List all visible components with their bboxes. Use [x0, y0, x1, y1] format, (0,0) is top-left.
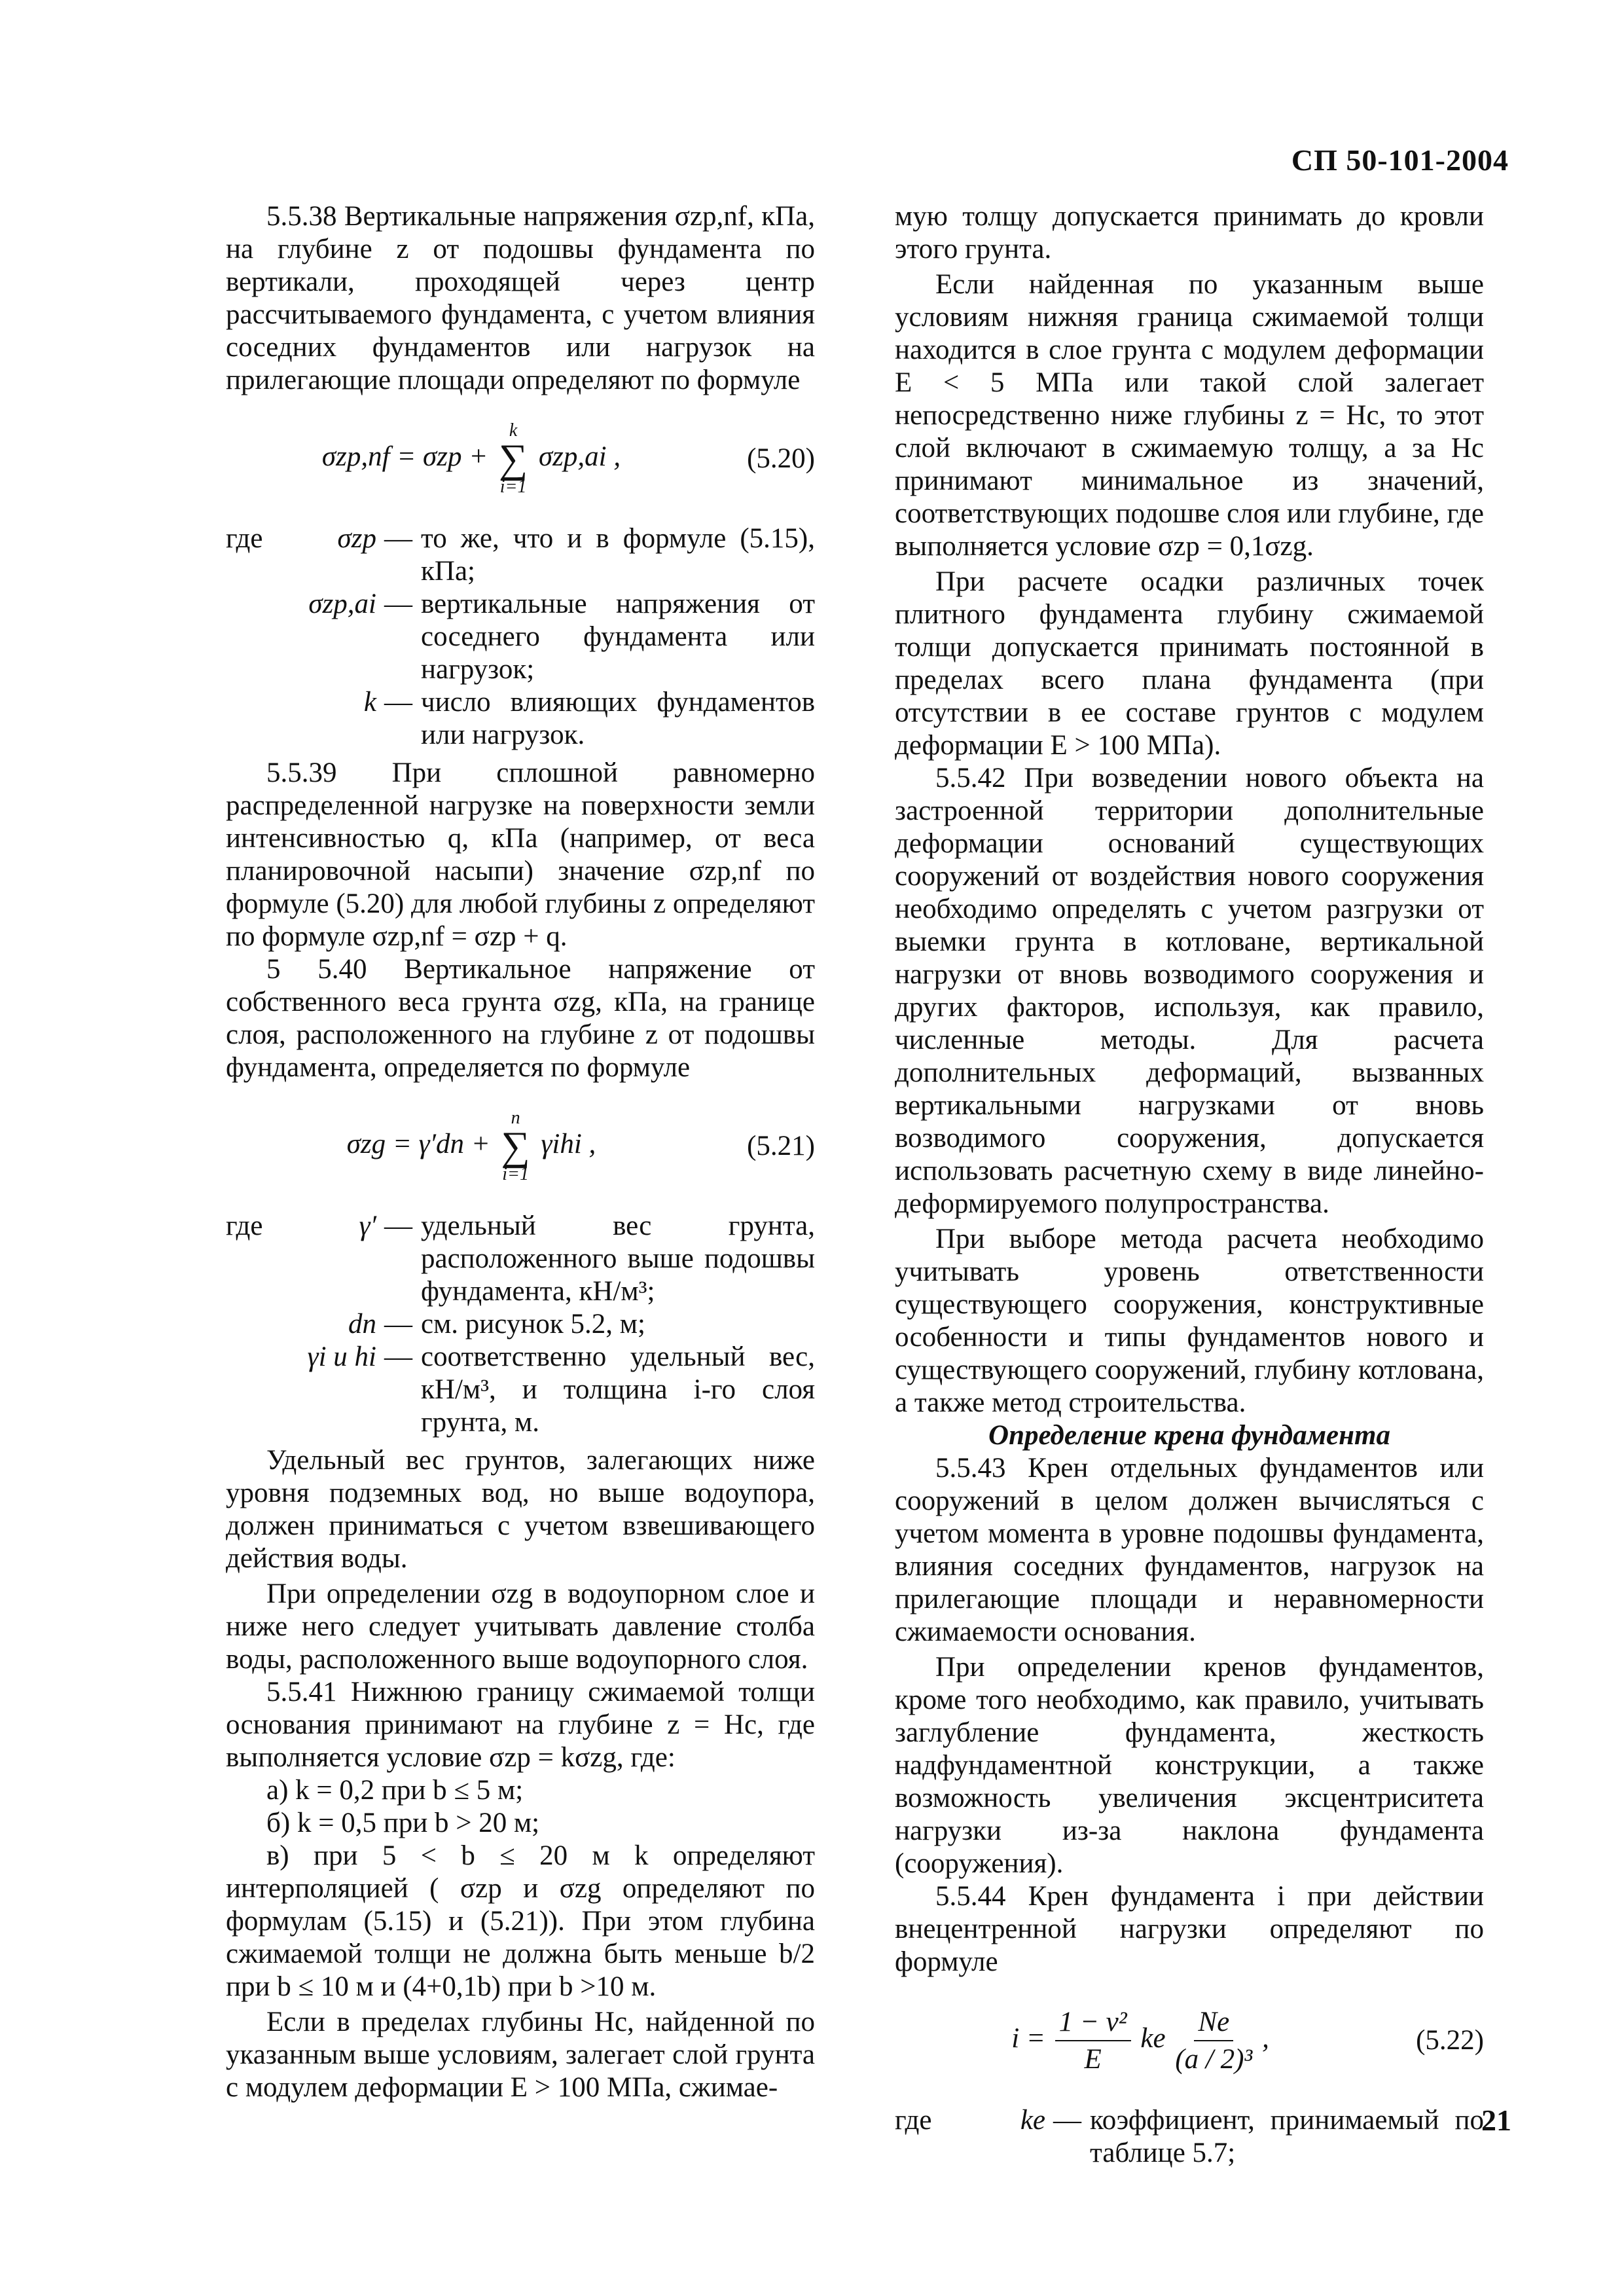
where-row: где ke — коэффициент, принимаемый по таблице 5.7;	[895, 2105, 1484, 2168]
fraction-numerator: Ne	[1194, 2007, 1233, 2041]
list-item: б) k = 0,5 при b > 20 м;	[266, 1808, 540, 1838]
list-item: а) k = 0,2 при b ≤ 5 м;	[266, 1775, 524, 1806]
where-list-5-22	[895, 2104, 1484, 2170]
formula-5-22-coefficient: ke	[1140, 2022, 1166, 2054]
where-row: σzp,ai — вертикальные напряжения от соседнего фундамента или нагрузок;	[308, 589, 815, 685]
where-list-5-21	[226, 1210, 815, 1439]
page-number: 21	[1481, 2104, 1511, 2137]
paragraph-unit-weight: Удельный вес грунтов, залегающих ниже уровня подземных вод, но выше водоупора, должен приниматься с учетом взвешивающего действия воды.	[226, 1445, 815, 1574]
formula-5-21	[226, 1097, 815, 1195]
where-row: k — число влияющих фундаментов или нагрузок.	[363, 687, 815, 750]
fraction-denominator: E	[1084, 2044, 1102, 2075]
where-row: где σzp — то же, что и в формуле (5.15), кПа;	[226, 523, 815, 587]
where-list-5-20	[226, 522, 815, 752]
paragraph-5-5-44: 5.5.44 Крен фундамента i при действии внецентренной нагрузки определяют по формуле	[895, 1881, 1484, 1977]
formula-5-22	[895, 1992, 1484, 2090]
formula-5-22-body	[895, 2007, 1386, 2075]
formula-5-20	[226, 410, 815, 508]
list-item: в) при 5 < b ≤ 20 м k определяют интерполяцией ( σzp и σzg определяют по формулам (5.15) и (5.21)). При этом глубина сжимаемой толщи не должна быть меньше b/2 при b ≤ 10 м и (4+0,1b) при b >10 м.	[226, 1840, 815, 2002]
formula-number: (5.20)	[747, 443, 815, 474]
sum-lower-limit: i=1	[502, 1164, 529, 1184]
paragraph-5-5-41: 5.5.41 Нижнюю границу сжимаемой толщи основания принимают на глубине z = Hc, где выполняется условие σzp = kσzg, где:	[226, 1677, 815, 1773]
formula-number: (5.21)	[747, 1131, 815, 1161]
paragraph-continuation: мую толщу допускается принимать до кровли этого грунта.	[895, 201, 1484, 264]
sigma-sum-icon: ∑	[499, 437, 528, 481]
where-row: где γ′ — удельный вес грунта, расположенного выше подошвы фундамента, кН/м³;	[226, 1211, 815, 1307]
document-code-header: СП 50-101-2004	[1291, 143, 1509, 177]
formula-5-20-lhs: σzp,nf = σzp +	[321, 441, 488, 472]
fraction	[1055, 2007, 1131, 2075]
paragraph-slab-foundation: При расчете осадки различных точек плитного фундамента глубину сжимаемой толщи допускается принимать постоянной в пределах всего плана фундамента (при отсутствии в ее составе грунтов с модулем деформации E > 100 МПа).	[895, 566, 1484, 761]
formula-5-21-lhs: σzg = γ′dn +	[346, 1128, 490, 1159]
sum-upper-limit: n	[511, 1108, 520, 1128]
paragraph-aquitard: При определении σzg в водоупорном слое и ниже него следует учитывать давление столба воды, расположенного выше водоупорного слоя.	[226, 1578, 815, 1675]
paragraph-hc-layer: Если в пределах глубины Hc, найденной по указанным выше условиям, залегает слой грунта с модулем деформации E > 100 МПа, сжимае-	[226, 2007, 815, 2103]
formula-number: (5.22)	[1416, 2025, 1484, 2056]
sum-upper-limit: k	[509, 420, 518, 441]
paragraph-low-modulus: Если найденная по указанным выше условиям нижняя граница сжимаемой толщи находится в слое грунта с модулем деформации E < 5 МПа или такой слой залегает непосредственно ниже глубины z = Hc, то этот слой включают в сжимаемую толщу, а за Hc принимают минимальное из значений, соответствующих подошве слоя или глубине, где выполняется условие σzp = 0,1σzg.	[895, 269, 1484, 562]
sum-operator	[499, 422, 528, 496]
sum-lower-limit: i=1	[499, 477, 527, 497]
fraction	[1175, 2007, 1252, 2075]
paragraph-5-5-38: 5.5.38 Вертикальные напряжения σzp,nf, кПа, на глубине z от подошвы фундамента по вертикали, проходящей через центр рассчитываемого фундамента, с учетом влияния соседних фундаментов или нагрузок на прилегающие площади определяют по формуле	[226, 201, 815, 395]
formula-5-20-rhs: σzp,ai ,	[538, 441, 621, 472]
sum-operator	[501, 1109, 530, 1184]
formula-5-21-rhs: γihi ,	[541, 1128, 596, 1159]
sigma-sum-icon: ∑	[501, 1124, 530, 1169]
paragraph-5-5-39: 5.5.39 При сплошной равномерно распределенной нагрузке на поверхности земли интенсивностью q, кПа (например, от веса планировочной насыпи) значение σzp,nf по формуле (5.20) для любой глубины z определяют по формуле σzp,nf = σzp + q.	[226, 757, 815, 952]
fraction-denominator: (a / 2)³	[1175, 2044, 1253, 2075]
formula-5-21-body	[226, 1109, 717, 1184]
formula-5-20-body	[226, 422, 717, 496]
paragraph-5-5-42: 5.5.42 При возведении нового объекта на застроенной территории дополнительные деформации оснований существующих сооружений от воздействия нового сооружения необходимо определять с учетом разгрузки от выемки грунта в котловане, вертикальной нагрузки от вновь возводимого сооружения и других факторов, используя, как правило, численные методы. Для расчета дополнительных деформаций, вызванных вертикальными нагрузками от вновь возводимого сооружения, допускается использовать расчетную схему в виде линейно-деформируемого полупространства.	[895, 763, 1484, 1219]
paragraph-method-choice: При выборе метода расчета необходимо учитывать уровень ответственности существующего сооружения, конструктивные особенности и типы фундаментов нового и существующего сооружений, глубину котлована, а также метод строительства.	[895, 1224, 1484, 1418]
paragraph-5-5-43: 5.5.43 Крен отдельных фундаментов или сооружений в целом должен вычисляться с учетом момента в уровне подошвы фундамента, влияния соседних фундаментов, нагрузок на прилегающие площади и неравномерности сжимаемости основания.	[895, 1453, 1484, 1647]
formula-5-22-tail: ,	[1262, 2022, 1269, 2054]
paragraph-5-5-40: 5 5.40 Вертикальное напряжение от собственного веса грунта σzg, кПа, на границе слоя, расположенного на глубине z от подошвы фундамента, определяется по формуле	[226, 954, 815, 1083]
left-column	[226, 200, 815, 2104]
formula-5-22-lhs: i =	[1011, 2022, 1045, 2054]
where-row: dn — см. рисунок 5.2, м;	[348, 1309, 645, 1339]
fraction-numerator: 1 − ν²	[1055, 2007, 1131, 2041]
right-column	[895, 200, 1484, 2175]
section-subheading: Определение крена фундамента	[988, 1420, 1390, 1451]
paragraph-tilt-factors: При определении кренов фундаментов, кроме того необходимо, как правило, учитывать заглубление фундамента, жесткость надфундаментной конструкции, а также возможность увеличения эксцентриситета нагрузки из-за наклона фундамента (сооружения).	[895, 1652, 1484, 1879]
condition-list	[226, 1774, 815, 2003]
where-row: γi и hi — соответственно удельный вес, кН/м³, и толщина i-го слоя грунта, м.	[307, 1341, 815, 1438]
